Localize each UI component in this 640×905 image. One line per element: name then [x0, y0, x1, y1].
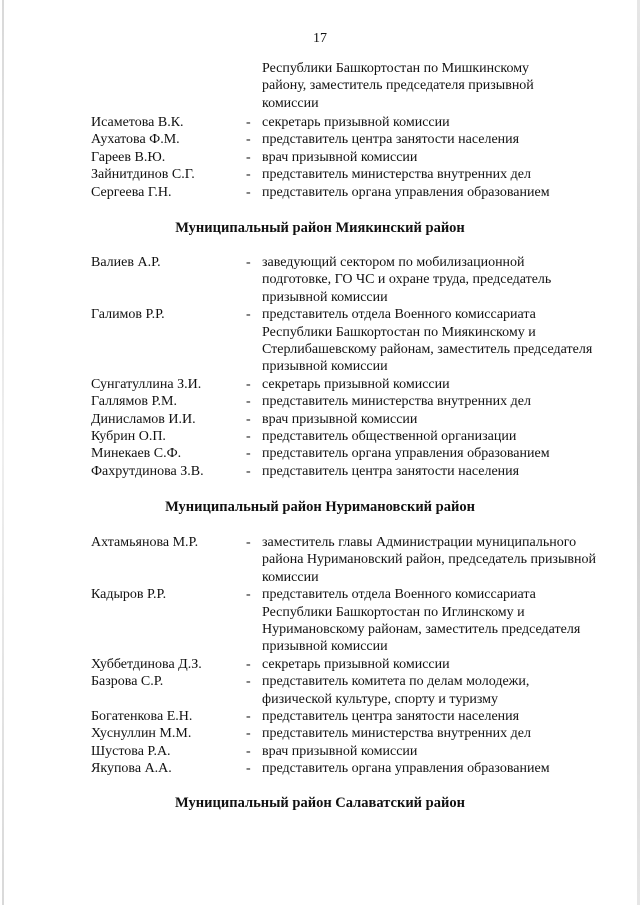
member-list	[0, 114, 640, 201]
member-name: Ахтамьянова М.Р.	[91, 535, 199, 550]
dash-separator: -	[246, 167, 251, 183]
member-role: представитель органа управления образованием	[262, 446, 550, 462]
member-name: Минекаев С.Ф.	[91, 446, 182, 462]
member-role: заместитель главы Администрации муниципального района Нуримановский район, председатель призывной комиссии	[262, 535, 596, 585]
member-role: представитель министерства внутренних дел	[262, 394, 531, 410]
member-role: представитель общественной организации	[262, 429, 517, 445]
member-role: представитель центра занятости населения	[262, 709, 520, 725]
section-heading: Муниципальный район Миякинский район	[175, 220, 465, 236]
member-row	[0, 254, 640, 306]
member-name: Богатенкова Е.Н.	[91, 709, 193, 725]
member-role: заведующий сектором по мобилизационной подготовке, ГО ЧС и охране труда, председатель призывной комиссии	[262, 255, 552, 305]
member-role: врач призывной комиссии	[262, 411, 418, 427]
member-name: Хуббетдинова Д.З.	[91, 656, 202, 672]
member-role: врач призывной комиссии	[262, 743, 418, 759]
dash-separator: -	[246, 743, 251, 759]
dash-separator: -	[246, 184, 251, 200]
member-name: Динисламов И.И.	[91, 411, 196, 427]
member-role: представитель министерства внутренних дел	[262, 167, 531, 183]
member-row	[0, 166, 640, 183]
dash-separator: -	[246, 376, 251, 392]
member-role: представитель министерства внутренних дел	[262, 726, 531, 742]
member-row	[0, 445, 640, 462]
dash-separator: -	[246, 115, 251, 130]
member-row	[0, 184, 640, 201]
dash-separator: -	[246, 429, 251, 445]
member-role: представитель органа управления образованием	[262, 761, 550, 777]
member-row	[0, 428, 640, 445]
member-role: представитель отдела Военного комиссариата Республики Башкортостан по Иглинскому и Нуримановскому районам, заместитель председателя призывной комиссии	[262, 587, 581, 655]
member-role: представитель отдела Военного комиссариата Республики Башкортостан по Миякинскому и Стерлибашевскому районам, заместитель председателя призывной комиссии	[262, 307, 593, 375]
continuation-line: району, заместитель председателя призывной	[262, 78, 534, 94]
member-name: Фахрутдинова З.В.	[91, 463, 204, 479]
member-name: Галлямов Р.М.	[91, 394, 177, 410]
member-role: секретарь призывной комиссии	[262, 656, 450, 672]
member-role: врач призывной комиссии	[262, 149, 418, 165]
member-name: Якупова А.А.	[91, 761, 172, 777]
member-row	[0, 131, 640, 148]
member-name: Базрова С.Р.	[91, 674, 164, 690]
member-name: Аухатова Ф.М.	[91, 132, 180, 148]
member-row	[0, 149, 640, 166]
page-number: 17	[313, 31, 327, 46]
dash-separator: -	[246, 463, 251, 479]
member-row	[0, 656, 640, 673]
dash-separator: -	[246, 132, 251, 148]
member-name: Гареев В.Ю.	[91, 149, 166, 165]
member-role: представитель центра занятости населения	[262, 132, 520, 148]
member-name: Зайнитдинов С.Г.	[91, 167, 195, 183]
dash-separator: -	[246, 535, 251, 550]
continuation-line: Республики Башкортостан по Мишкинскому	[262, 61, 530, 76]
member-row	[0, 743, 640, 760]
member-row	[0, 306, 640, 376]
member-name: Шустова Р.А.	[91, 743, 171, 759]
dash-separator: -	[246, 674, 251, 690]
continuation-line: комиссии	[262, 95, 319, 111]
member-row	[0, 725, 640, 742]
member-row	[0, 411, 640, 428]
section-heading: Муниципальный район Нуримановский район	[165, 499, 475, 515]
dash-separator: -	[246, 446, 251, 462]
member-row	[0, 114, 640, 131]
dash-separator: -	[246, 394, 251, 410]
member-name: Сергеева Г.Н.	[91, 184, 172, 200]
member-name: Кубрин О.П.	[91, 429, 166, 445]
member-list	[0, 534, 640, 778]
member-row	[0, 376, 640, 393]
member-name: Сунгатуллина З.И.	[91, 376, 202, 392]
member-name: Валиев А.Р.	[91, 255, 161, 270]
dash-separator: -	[246, 149, 251, 165]
member-row	[0, 586, 640, 656]
member-row	[0, 393, 640, 410]
member-name: Кадыров Р.Р.	[91, 587, 167, 603]
member-list	[0, 254, 640, 480]
member-row	[0, 708, 640, 725]
dash-separator: -	[246, 656, 251, 672]
section-heading: Муниципальный район Салаватский район	[175, 795, 465, 811]
dash-separator: -	[246, 255, 251, 270]
dash-separator: -	[246, 709, 251, 725]
dash-separator: -	[246, 726, 251, 742]
dash-separator: -	[246, 761, 251, 777]
dash-separator: -	[246, 307, 251, 323]
member-role: секретарь призывной комиссии	[262, 376, 450, 392]
member-row	[0, 760, 640, 777]
continuation-block	[0, 60, 640, 112]
dash-separator: -	[246, 411, 251, 427]
member-role: представитель органа управления образованием	[262, 184, 550, 200]
member-role: представитель центра занятости населения	[262, 463, 520, 479]
member-row	[0, 673, 640, 708]
member-name: Галимов Р.Р.	[91, 307, 165, 323]
member-row	[0, 534, 640, 586]
member-name: Исаметова В.К.	[91, 115, 184, 130]
member-role: секретарь призывной комиссии	[262, 115, 450, 130]
member-role: представитель комитета по делам молодежи, физической культуре, спорту и туризму	[262, 674, 530, 707]
member-row	[0, 463, 640, 480]
dash-separator: -	[246, 587, 251, 603]
member-name: Хуснуллин М.М.	[91, 726, 192, 742]
